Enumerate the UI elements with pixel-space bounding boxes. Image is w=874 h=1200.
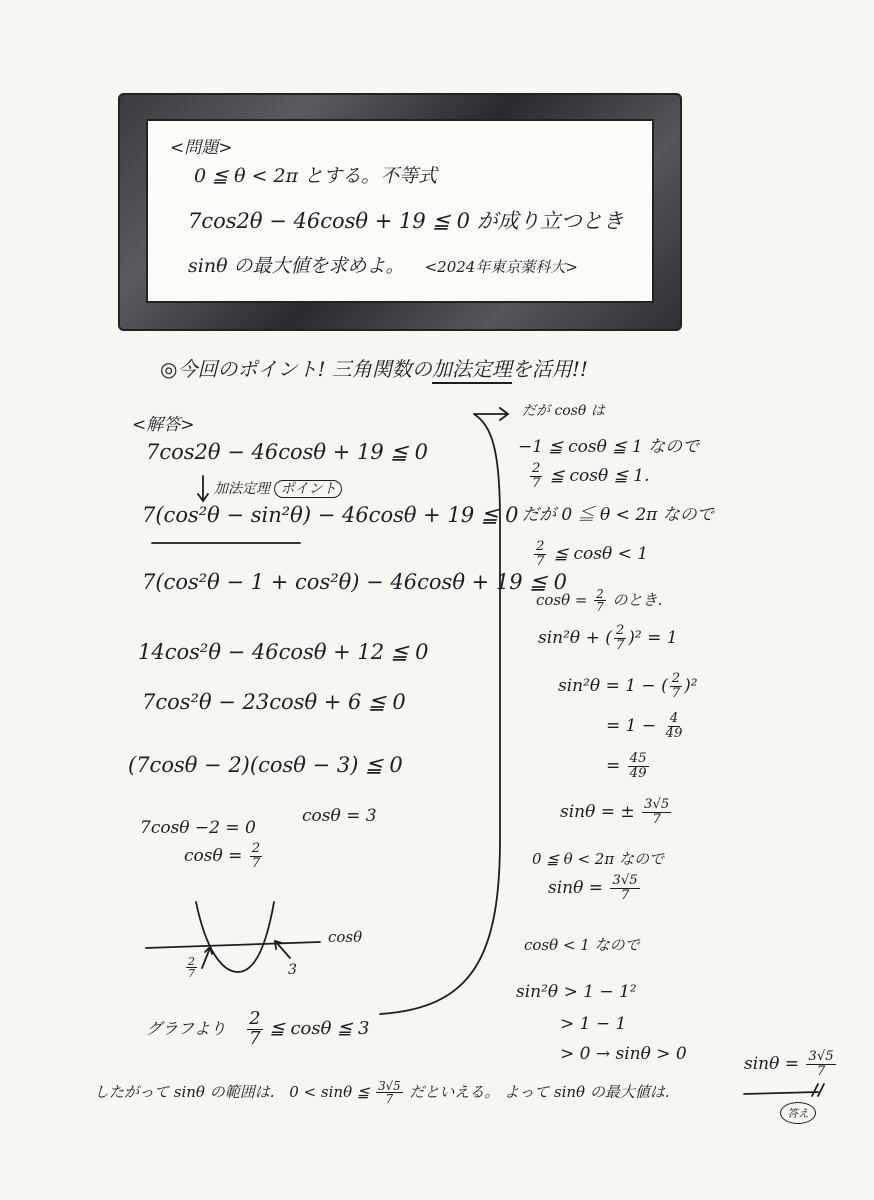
right-line-11: [560, 798, 673, 827]
right-line-3: [528, 462, 649, 491]
right-line-10-text: =: [606, 755, 621, 776]
fraction-2-7: [594, 588, 605, 614]
right-line-14: cosθ < 1 なので: [524, 936, 640, 954]
numerator: 2: [596, 587, 604, 601]
numerator: 4: [669, 711, 679, 726]
final-answer-lhs: sinθ =: [744, 1053, 799, 1074]
arrow-note-point: ポイント: [274, 480, 342, 498]
denominator: 49: [629, 765, 647, 781]
solution-step-1: 7cos2θ − 46cosθ + 19 ≦ 0: [146, 440, 429, 464]
right-line-13-text: sinθ =: [548, 877, 603, 898]
numerator: 2: [251, 841, 261, 856]
arrow-note: [214, 478, 342, 498]
numerator: 3√5: [378, 1079, 401, 1093]
problem-frame: [118, 93, 682, 331]
right-line-6-rhs: のとき.: [612, 590, 663, 609]
denominator: 7: [596, 600, 604, 615]
denominator: 7: [652, 811, 661, 827]
numerator: 2: [249, 1008, 261, 1029]
right-line-9: [606, 712, 686, 741]
right-line-13: [548, 874, 642, 903]
problem-box: [146, 119, 654, 303]
solution-step-3: 7(cos²θ − 1 + cos²θ) − 46cosθ + 19 ≦ 0: [142, 570, 567, 594]
right-line-9-text: = 1 −: [606, 715, 657, 736]
graph-root-1: [184, 956, 199, 980]
denominator: 7: [188, 967, 195, 981]
numerator: 2: [671, 671, 681, 686]
answer-mark: 答え: [780, 1102, 816, 1124]
denominator: 7: [532, 475, 541, 491]
right-line-3-text: ≦ cosθ ≦ 1.: [549, 465, 650, 486]
down-arrow: [198, 476, 208, 501]
solution-step-6: (7cosθ − 2)(cosθ − 3) ≦ 0: [128, 753, 403, 777]
graph-conclusion-text: グラフより: [146, 1018, 227, 1038]
point-suffix: を活用!!: [511, 357, 588, 381]
right-line-15: sin²θ > 1 − 1²: [516, 982, 637, 1002]
numerator: 2: [532, 461, 541, 476]
right-line-7: [538, 624, 678, 653]
denominator: 7: [620, 887, 630, 903]
solution-step-7a: 7cosθ −2 = 0: [140, 818, 256, 838]
graph-conclusion-ineq: ≦ cosθ ≦ 3: [269, 1017, 370, 1039]
denominator: 7: [536, 553, 545, 569]
right-line-7-b: )² = 1: [628, 627, 678, 648]
fraction-45-49: [628, 752, 649, 781]
problem-line-1: 0 ≦ θ < 2π とする。不等式: [194, 165, 438, 187]
denominator: 7: [816, 1063, 826, 1079]
right-line-7-a: sin²θ + (: [538, 627, 612, 648]
right-line-8-a: sin²θ = 1 − (: [558, 675, 668, 696]
right-line-5: [532, 540, 648, 569]
numerator: 3√5: [612, 873, 638, 888]
solution-step-7b: cosθ = 3: [302, 806, 377, 826]
point-emphasis: 加法定理: [432, 357, 512, 384]
fraction-4-49: [664, 712, 685, 741]
numerator: 2: [188, 955, 195, 968]
right-line-12: 0 ≦ θ < 2π なので: [532, 850, 664, 868]
right-line-8-b: )²: [684, 675, 698, 696]
graph-axis: [146, 942, 320, 948]
answer-slash: [812, 1084, 824, 1096]
denominator: 7: [615, 637, 625, 653]
conclusion-line: [94, 1080, 670, 1106]
solution-step-4: 14cos²θ − 46cosθ + 12 ≦ 0: [138, 640, 429, 664]
fraction-2-7: [530, 462, 542, 491]
denominator: 7: [249, 1027, 261, 1049]
fraction-2-7: [670, 672, 682, 701]
fraction-3root5-7: [642, 798, 671, 827]
problem-header: <問題>: [170, 138, 233, 158]
right-line-8: [558, 672, 698, 701]
fraction-2-7: [186, 956, 197, 980]
right-line-2: −1 ≦ cosθ ≦ 1 なので: [518, 437, 700, 457]
problem-line-3: [188, 251, 578, 278]
denominator: 7: [251, 855, 261, 871]
conclusion-text-3: だといえる。 よって sinθ の最大値は.: [409, 1082, 670, 1101]
denominator: 7: [385, 1092, 394, 1107]
problem-question: sinθ の最大値を求めよ。: [188, 255, 405, 277]
fraction-3root5-7: [376, 1080, 402, 1106]
cos-eq-lhs: cosθ =: [184, 845, 243, 866]
fraction-2-7: [247, 1010, 262, 1049]
right-line-11-text: sinθ = ±: [560, 801, 635, 822]
final-answer: [744, 1050, 838, 1079]
arrow-note-label: 加法定理: [214, 481, 270, 497]
fraction-2-7: [250, 842, 262, 871]
fraction-2-7: [614, 624, 626, 653]
graph-root-2: 3: [288, 962, 297, 978]
numerator: 3√5: [644, 797, 670, 812]
fraction-3root5-7: [610, 874, 639, 903]
denominator: 7: [671, 685, 681, 701]
right-line-16: > 1 − 1: [560, 1014, 627, 1034]
conclusion-text-1: したがって sinθ の範囲は.: [94, 1082, 275, 1101]
point-middle: 三角関数の: [331, 357, 432, 381]
problem-source: <2024年東京薬科大>: [424, 258, 578, 276]
denominator: 49: [665, 725, 683, 741]
fraction-3root5-7: [806, 1050, 835, 1079]
graph-axis-label: cosθ: [328, 928, 363, 946]
graph-conclusion: [146, 1010, 369, 1049]
right-line-5-text: ≦ cosθ < 1: [553, 543, 649, 564]
graph-root-2-arrow: [275, 941, 290, 958]
fraction-2-7: [534, 540, 546, 569]
solution-step-5: 7cos²θ − 23cosθ + 6 ≦ 0: [142, 690, 406, 714]
answer-underline: [744, 1092, 818, 1094]
numerator: 2: [536, 539, 545, 554]
right-line-6: [536, 588, 662, 614]
point-line: [160, 353, 588, 382]
point-prefix: ◎今回のポイント!: [160, 357, 326, 381]
right-line-17: > 0 → sinθ > 0: [560, 1044, 687, 1064]
numerator: 3√5: [808, 1049, 834, 1064]
numerator: 2: [615, 623, 625, 638]
right-line-10: [606, 752, 651, 781]
solution-step-8: [184, 842, 264, 871]
problem-line-2: 7cos2θ − 46cosθ + 19 ≦ 0 が成り立つとき: [188, 209, 624, 233]
solution-step-2: 7(cos²θ − sin²θ) − 46cosθ + 19 ≦ 0: [142, 503, 519, 527]
graph-root-1-arrow: [202, 947, 212, 968]
numerator: 45: [629, 751, 647, 766]
conclusion-text-2: 0 < sinθ ≦: [289, 1082, 370, 1101]
solution-header: <解答>: [132, 415, 195, 435]
right-line-1: だが cosθ は: [522, 403, 605, 419]
right-line-6-lhs: cosθ =: [536, 590, 588, 609]
right-line-4: だが 0 ≦ θ < 2π なので: [522, 505, 714, 525]
graph-parabola: [196, 902, 274, 972]
